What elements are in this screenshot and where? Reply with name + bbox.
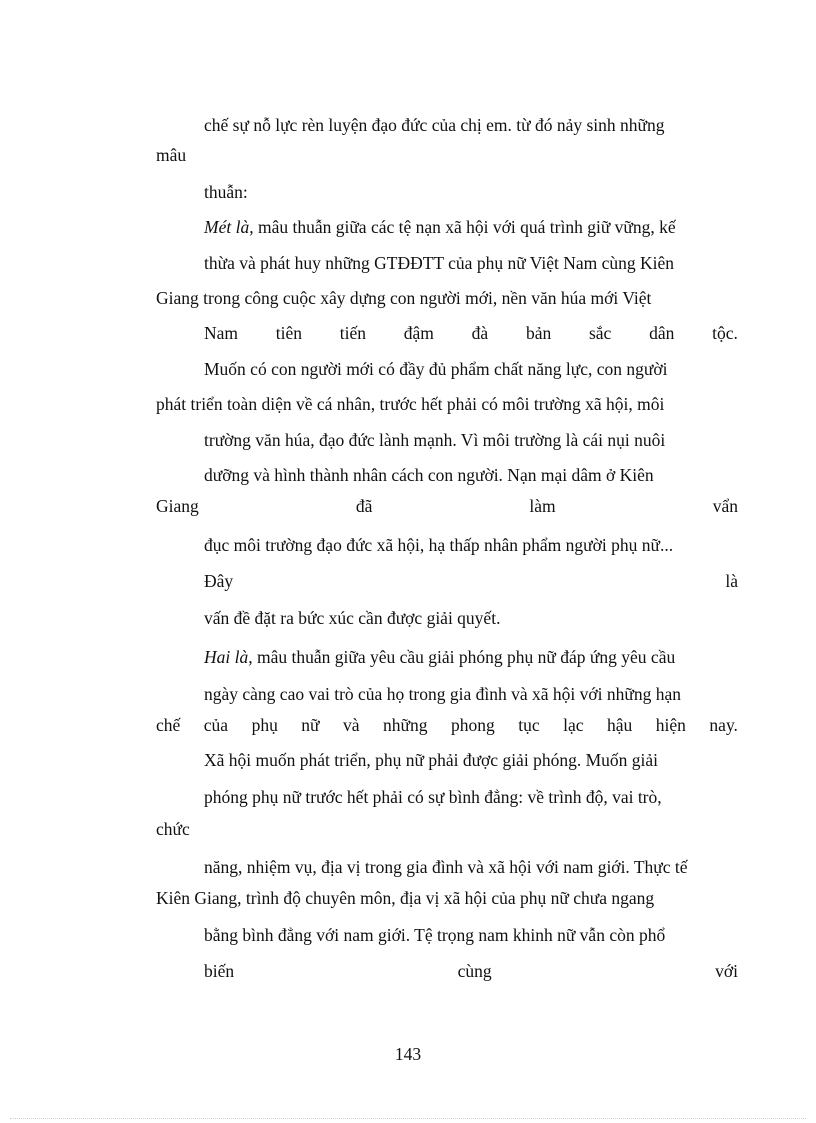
page-bottom-rule (10, 1118, 806, 1119)
text-span: mâu thuẫn giữa yêu cầu giải phóng phụ nữ đáp ứng yêu cầu (252, 647, 676, 667)
word: của (203, 715, 229, 735)
word: tiến (339, 323, 367, 343)
word: cùng (457, 961, 492, 981)
text-line-justified (204, 321, 738, 345)
emphasis-lead: Hai là, (204, 647, 253, 667)
emphasis-lead: Mét là, (204, 217, 254, 237)
text-span: mâu thuẫn giữa các tệ nạn xã hội với quá trình giữ vững, kế (253, 217, 676, 237)
text-line: chức (156, 819, 190, 839)
text-line: Kiên Giang, trình độ chuyên môn, địa vị xã hội của phụ nữ chưa ngang (156, 888, 655, 908)
word: Nam (204, 323, 239, 343)
text-line: phát triển toàn diện về cá nhân, trước hết phải có môi trường xã hội, môi (156, 394, 665, 414)
word: những (383, 715, 428, 735)
text-line: năng, nhiệm vụ, địa vị trong gia đình và xã hội với nam giới. Thực tế (204, 857, 688, 877)
text-line (204, 645, 675, 669)
text-line (204, 215, 676, 239)
text-line: thừa và phát huy những GTĐĐTT của phụ nữ Việt Nam cùng Kiên (204, 253, 674, 273)
word: tộc. (712, 323, 738, 343)
word: lạc (563, 715, 584, 735)
word: chế (156, 715, 181, 735)
word: bản (525, 323, 552, 343)
text-line: thuẫn: (204, 182, 248, 202)
text-line: dưỡng và hình thành nhân cách con người. Nạn mại dâm ở Kiên (204, 465, 654, 485)
text-line: mâu (156, 145, 187, 165)
word: tiên (275, 323, 303, 343)
word: đã (355, 496, 373, 516)
text-line-justified (204, 959, 738, 983)
text-line-justified (156, 713, 738, 737)
text-line-justified (204, 569, 738, 593)
word: hậu (607, 715, 633, 735)
word: biến (204, 961, 235, 981)
word: với (715, 961, 738, 981)
word: sắc (588, 323, 612, 343)
text-line: đục môi trường đạo đức xã hội, hạ thấp nhân phẩm người phụ nữ... (204, 535, 674, 555)
text-line: Muốn có con người mới có đầy đủ phẩm chất năng lực, con người (204, 359, 668, 379)
text-line: phóng phụ nữ trước hết phải có sự bình đẳng: về trình độ, vai trò, (204, 787, 662, 807)
text-line: Giang trong công cuộc xây dựng con người mới, nền văn húa mới Việt (156, 288, 652, 308)
word: dân (649, 323, 675, 343)
word: làm (529, 496, 556, 516)
text-line-justified (156, 494, 738, 518)
text-line: Xã hội muốn phát triển, phụ nữ phải được giải phóng. Muốn giải (204, 750, 658, 770)
text-line: trường văn húa, đạo đức lành mạnh. Vì môi trường là cái nụi nuôi (204, 430, 666, 450)
text-line: vấn đề đặt ra bức xúc cần được giải quyết. (204, 608, 501, 628)
word: đậm (403, 323, 434, 343)
word: nữ (301, 715, 320, 735)
word: vẩn (712, 496, 738, 516)
word: là (725, 571, 738, 591)
word: Giang (156, 496, 199, 516)
word: đà (471, 323, 489, 343)
word: và (343, 715, 360, 735)
word: nay. (709, 715, 738, 735)
word: phụ (251, 715, 278, 735)
word: tục (518, 715, 540, 735)
word: phong (451, 715, 495, 735)
text-line: ngày càng cao vai trò của họ trong gia đình và xã hội với những hạn (204, 684, 682, 704)
word: hiện (655, 715, 686, 735)
text-line: chế sự nỗ lực rèn luyện đạo đức của chị em. từ đó nảy sinh những (204, 115, 665, 135)
text-line: bằng bình đẳng với nam giới. Tệ trọng nam khinh nữ vẫn còn phổ (204, 925, 666, 945)
word: Đây (204, 571, 234, 591)
page-number: 143 (394, 1044, 422, 1064)
